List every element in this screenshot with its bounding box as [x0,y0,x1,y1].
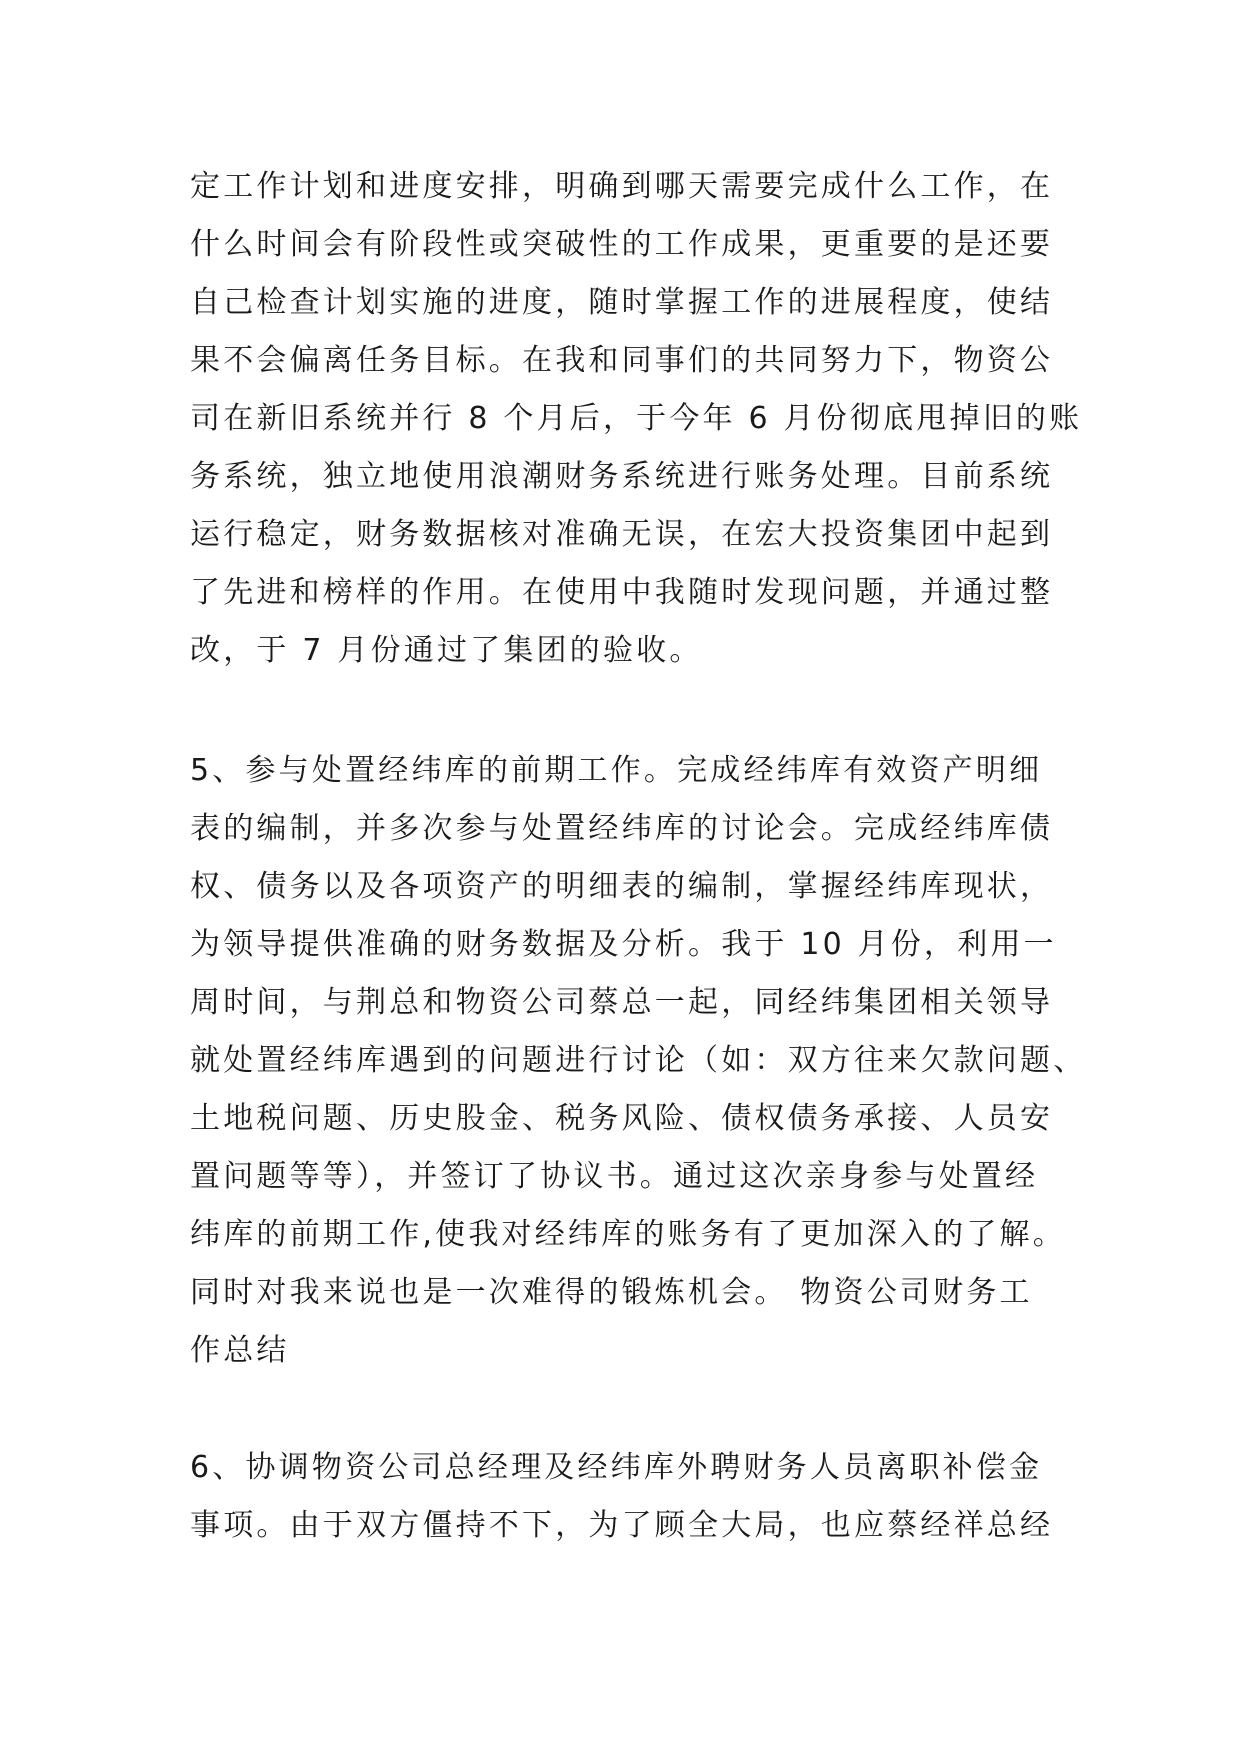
text-line: 表的编制，并多次参与处置经纬库的讨论会。完成经纬库债 [190,811,1054,846]
text-line: 为领导提供准确的财务数据及分析。我于 10 月份，利用一 [190,927,1057,962]
paragraph-item-6 [190,1439,1052,1555]
text-line: 权、债务以及各项资产的明细表的编制，掌握经纬库现状， [190,869,1054,904]
text-line: 置问题等等），并签订了协议书。通过这次亲身参与处置经 [190,1159,1039,1194]
text-line: 改，于 7 月份通过了集团的验收。 [190,633,703,668]
text-line: 同时对我来说也是一次难得的锻炼机会。 物资公司财务工 [190,1275,1033,1310]
paragraph-item-5 [190,742,1087,1380]
text-line: 6、协调物资公司总经理及经纬库外聘财务人员离职补偿金 [190,1450,1043,1485]
text-line: 周时间，与荆总和物资公司蔡总一起，同经纬集团相关领导 [190,985,1054,1020]
text-line: 土地税问题、历史股金、税务风险、债权债务承接、人员安 [190,1101,1054,1136]
text-line: 务系统，独立地使用浪潮财务系统进行账务处理。目前系统 [190,459,1054,494]
text-line: 定工作计划和进度安排，明确到哪天需要完成什么工作，在 [190,169,1054,204]
text-line: 果不会偏离任务目标。在我和同事们的共同努力下，物资公 [190,343,1054,378]
text-line: 自己检查计划实施的进度，随时掌握工作的进展程度，使结 [190,285,1054,320]
text-line: 5、参与处置经纬库的前期工作。完成经纬库有效资产明细 [190,753,1043,788]
text-line: 事项。由于双方僵持不下，为了顾全大局，也应蔡经祥总经 [190,1508,1054,1543]
text-line: 运行稳定，财务数据核对准确无误，在宏大投资集团中起到 [190,517,1054,552]
text-line: 了先进和榜样的作用。在使用中我随时发现问题，并通过整 [190,575,1054,610]
text-line: 什么时间会有阶段性或突破性的工作成果，更重要的是还要 [190,227,1054,262]
text-line: 纬库的前期工作,使我对经纬库的账务有了更加深入的了解。 [190,1217,1066,1252]
paragraph-system-migration [190,158,1083,680]
text-line: 司在新旧系统并行 8 个月后，于今年 6 月份彻底甩掉旧的账 [190,401,1083,436]
text-line: 就处置经纬库遇到的问题进行讨论（如：双方往来欠款问题、 [190,1043,1087,1078]
text-line: 作总结 [190,1333,290,1368]
